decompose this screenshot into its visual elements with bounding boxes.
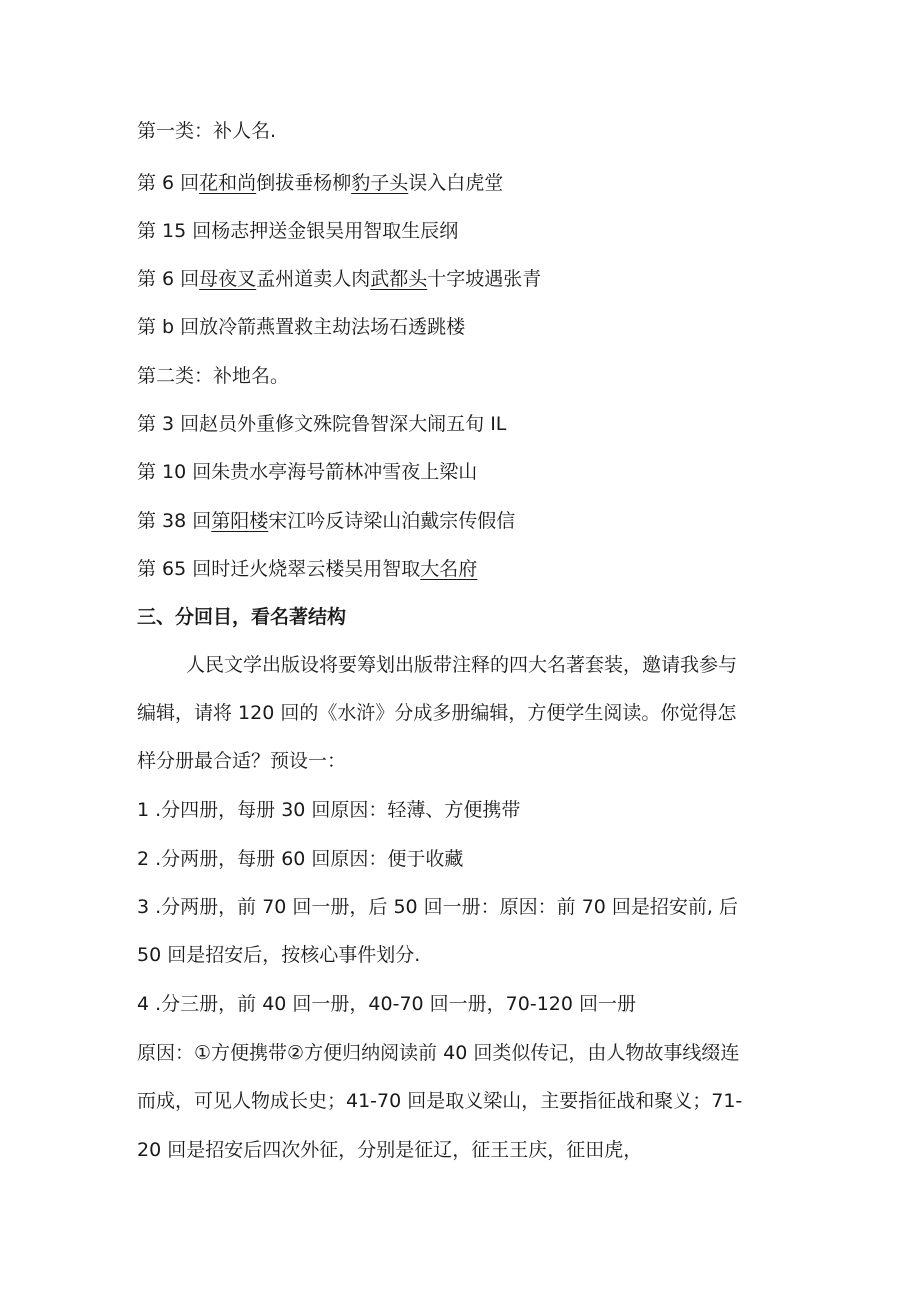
- reason-line-3: 20 回是招安后四次外征，分别是征辽，征王王庆，征田虎，: [137, 1139, 643, 1161]
- chapter-text: 第 65 回时迁火烧翠云楼吴用智取: [137, 558, 421, 580]
- chapter-line-2: 第 15 回杨志押送金银吴用智取生辰纲: [137, 220, 459, 242]
- chapter-line-7: [137, 508, 515, 534]
- option-3-line-2: 50 回是招安后，按核心事件划分.: [137, 944, 421, 966]
- chapter-number: 第 38 回: [137, 510, 212, 532]
- chapter-text: 孟州道卖人肉: [256, 268, 371, 290]
- chapter-number: 第 6 回: [137, 268, 200, 290]
- chapter-line-4: 第 b 回放冷箭燕置救主劫法场石透跳楼: [137, 316, 466, 338]
- reason-line-1: 原因：①方便携带②方便归纳阅读前 40 回类似传记，由人物故事线缀连: [137, 1042, 740, 1064]
- chapter-text: 宋江吟反诗梁山泊戴宗传假信: [268, 510, 516, 532]
- chapter-line-3: [137, 266, 541, 292]
- answer-place-underlined: 大名府: [420, 558, 478, 580]
- chapter-line-6: 第 10 回朱贵水亭海号箭林冲雪夜上梁山: [137, 461, 478, 483]
- chapter-line-8: [137, 556, 477, 582]
- option-4: 4 .分三册，前 40 回一册，40-70 回一册，70-120 回一册: [137, 993, 637, 1015]
- reason-line-2: 而成，可见人物成长史；41-70 回是取义梁山，主要指征战和聚义；71-: [137, 1090, 743, 1112]
- chapter-number: 第 6 回: [137, 172, 200, 194]
- answer-name-underlined: 豹子头: [351, 172, 409, 194]
- answer-name-underlined: 花和尚: [199, 172, 257, 194]
- option-2: 2 .分两册，每册 60 回原因：便于收藏: [137, 848, 464, 870]
- option-1: 1 .分四册，每册 30 回原因：轻薄、方便携带: [137, 799, 521, 821]
- section-3-heading: 三、分回目，看名著结构: [137, 606, 347, 628]
- chapter-text: 十字坡遇张青: [427, 268, 542, 290]
- answer-place-underlined: 第阳楼: [211, 510, 269, 532]
- chapter-line-5: 第 3 回赵员外重修文殊院鲁智深大闹五旬 IL: [137, 413, 507, 435]
- chapter-line-1: [137, 170, 503, 196]
- category-2-heading: 第二类：补地名。: [137, 365, 290, 387]
- option-3-line-1: 3 .分两册，前 70 回一册，后 50 回一册：原因：前 70 回是招安前, 后: [137, 896, 739, 918]
- chapter-text: 倒拔垂杨柳: [256, 172, 352, 194]
- answer-name-underlined: 母夜叉: [199, 268, 257, 290]
- intro-line-3: 样分册最合适？预设一：: [137, 750, 347, 772]
- intro-line-1: 人民文学出版设将要筹划出版带注释的四大名著套装，邀请我参与: [186, 654, 738, 676]
- chapter-text: 误入白虎堂: [408, 172, 504, 194]
- answer-name-underlined: 武都头: [370, 268, 428, 290]
- intro-line-2: 编辑，请将 120 回的《水浒》分成多册编辑，方便学生阅读。你觉得怎: [137, 702, 737, 724]
- category-1-heading: 第一类：补人名.: [137, 120, 277, 142]
